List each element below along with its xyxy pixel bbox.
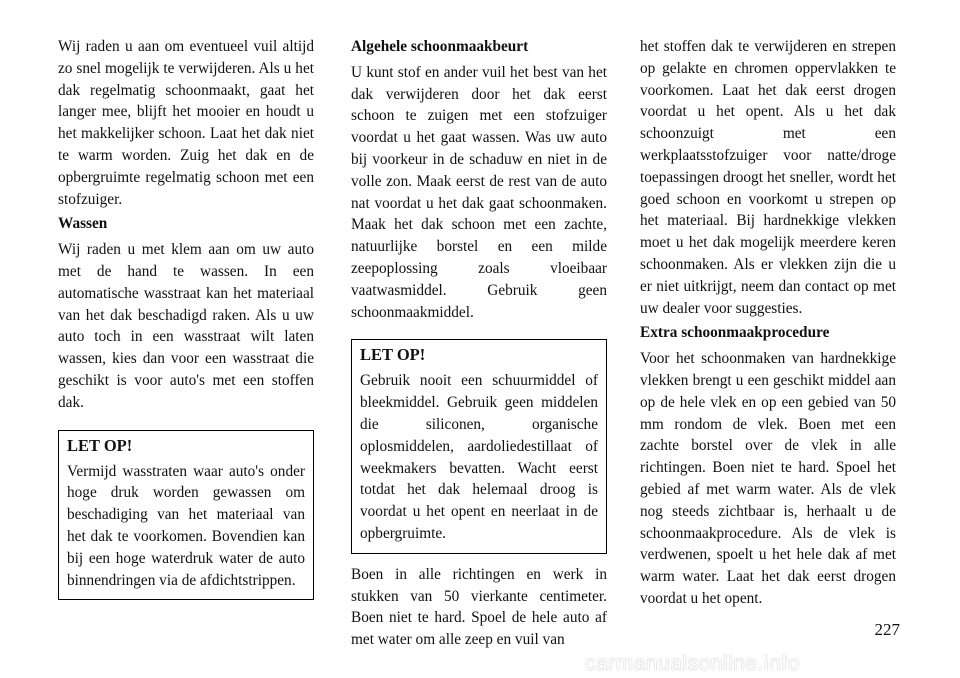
general-cleaning-paragraph: U kunt stof en ander vuil het best van het dak verwijderen door het dak eerst schoon te zuigen met een stofzuiger voordat u het gaat wassen. Was uw auto bij voorkeur in de schaduw en niet in de volle zon. Maak eerst de rest van de auto nat voordat u het dak gaat schoonmaken. Maak het dak schoon met een zachte, natuurlijke borstel en een milde zeepoplossing zoals vloeibaar vaatwasmiddel. Gebruik geen schoonmaakmiddel. (351, 63, 607, 321)
column-left (58, 36, 314, 610)
heading-extra-procedure: Extra schoonmaakprocedure (640, 324, 830, 342)
warning-box-washing (58, 430, 314, 601)
intro-paragraph: Wij raden u aan om eventueel vuil altijd zo snel mogelijk te verwijderen. Als u het dak regelmatig schoonmaakt, gaat het langer mee, blijft het mooier en houdt u het makkelijker schoon. Laat het dak niet te warm worden. Zuig het dak en de opbergruimte regelmatig schoon met een stofzuiger. (58, 38, 314, 208)
page-number: 227 (874, 620, 900, 639)
warning-title: LET OP! (360, 345, 426, 365)
scrub-paragraph: Boen in alle richtingen en werk in stukken van 50 vierkante centimeter. Boen niet te hard. Spoel de hele auto af met water om alle zeep en vuil van (351, 565, 607, 649)
continued-paragraph: het stoffen dak te verwijderen en strepen op gelakte en chromen oppervlakken te voorkomen. Laat het dak eerst drogen voordat u het opent. Als u het dak schoonzuigt met een werkplaatsstofzuiger voor natte/droge toepassingen droogt het sneller, wordt het goed schoon en voorkomt u strepen op het materiaal. Bij hardnekkige vlekken moet u het dak mogelijk meerdere keren schoonmaken. Als er vlekken zijn die u er niet uitkrijgt, neem dan contact op met uw dealer voor suggesties. (640, 38, 896, 317)
column-middle (351, 36, 607, 651)
warning-text: Vermijd wasstraten waar auto's onder hoge druk worden gewassen om beschadiging van het materiaal van het dak te voorkomen. Bovendien kan bij een hoge waterdruk water de auto binnendringen via de afdichtstrippen. (67, 462, 305, 589)
heading-wassen: Wassen (58, 215, 108, 233)
warning-text: Gebruik nooit een schuurmiddel of bleekmiddel. Gebruik geen middelen die siliconen, organische oplosmiddelen, aardoliedestillaat of weekmakers bevatten. Wacht eerst totdat het dak helemaal droog is voordat u het opent en neerlaat in de opbergruimte. (360, 372, 598, 542)
watermark: carmanualsonline.info (585, 652, 800, 675)
heading-general-cleaning: Algehele schoonmaakbeurt (351, 38, 529, 55)
warning-title: LET OP! (67, 435, 133, 455)
extra-procedure-paragraph: Voor het schoonmaken van hardnekkige vlekken brengt u een geschikt middel aan op de hele vlek en op een gebied van 50 mm rondom de vlek. Boen met een zachte borstel over de vlek in alle richtingen. Boen niet te hard. Spoel het gebied af met warm water. Als de vlek nog steeds zichtbaar is, herhaalt u de schoonmaakprocedure. Als de vlek is verdwenen, spoelt u het hele dak af met warm water. Laat het dak eerst drogen voordat u het opent. (640, 350, 896, 607)
wash-paragraph: Wij raden u met klem aan om uw auto met de hand te wassen. In een automatische wasstraat kan het materiaal van het dak beschadigd raken. Als u uw auto toch in een wasstraat wilt laten wassen, kies dan voor een wasstraat die geschikt is voor auto's met een stoffen dak. (58, 241, 314, 411)
warning-box-cleaning-agents (351, 339, 607, 553)
column-right (640, 36, 896, 610)
